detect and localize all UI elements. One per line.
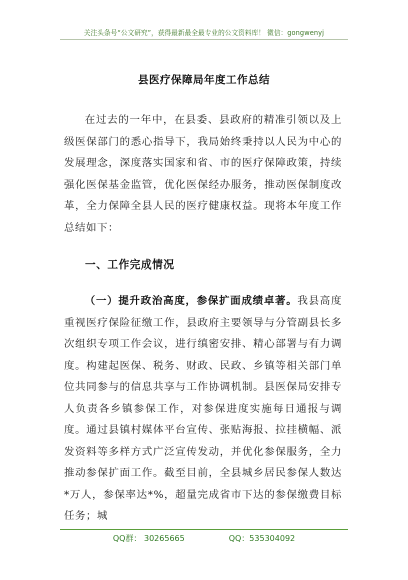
subsection-body-1: 我县高度重视医疗保险征缴工作，县政府主要领导与分管副县长多次组织专项工作会议，进行缜密安排、精心部署与有力调度。构建起医保、税务、财政、民政、乡镇等相关部门单位共同参与的信息共享与工作协调机制。县医保局安排专人负责各乡镇参保工作，对参保进度实施每日通报与调度。通过县镇村媒体平台宣传、张贴海报、拉挂横幅、派发资料等多样方式广泛宣传发动，并优化参保服务，全力推动参保扩面工作。截至目前，全县城乡居民参保人数达*万人，参保率达*%，超量完成省市下达的参保缴费目标任务；城 — [64, 295, 342, 522]
intro-paragraph: 在过去的一年中，在县委、县政府的精准引领以及上级医保部门的悉心指导下，我局始终秉持以人民为中心的发展理念，深度落实国家和省、市的医疗保障政策，持续强化医保基金监管，优化医保经办服务，推动医保制度改革，全力保障全县人民的医疗健康权益。现将本年度工作总结如下： — [64, 114, 342, 234]
header-banner: 关注头条号“公文研究”，获得最新最全最专业的公文资料库！ 微信：gongwenyj — [83, 29, 325, 37]
header-divider — [60, 39, 348, 40]
subsection-heading-1: （一）提升政治高度，参保扩面成绩卓著。 — [84, 295, 298, 307]
footer-qq-contact: QQ：535304092 — [228, 534, 296, 543]
section-heading-1: 一、工作完成情况 — [85, 259, 175, 271]
footer — [0, 533, 408, 544]
footer-divider — [60, 529, 348, 530]
subsection-paragraph-1 — [64, 291, 342, 528]
footer-qq-group: QQ群： 30265665 — [112, 534, 185, 543]
document-title: 县医疗保障局年度工作总结 — [138, 74, 270, 86]
